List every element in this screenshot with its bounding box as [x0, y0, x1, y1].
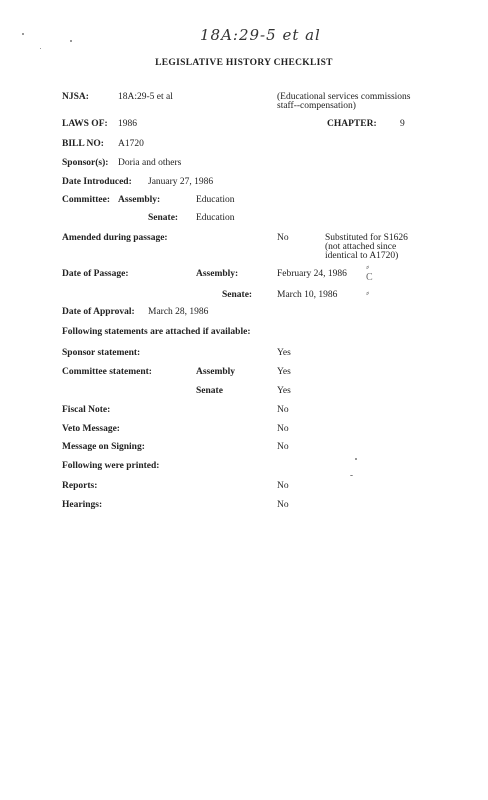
laws-label: LAWS OF: [62, 119, 108, 129]
committee-statement-label: Committee statement: [62, 367, 152, 377]
scan-smudge: C [366, 272, 373, 283]
laws-value: 1986 [118, 119, 137, 129]
committee-label: Committee: [62, 195, 111, 205]
veto-message-label: Veto Message: [62, 424, 120, 434]
scan-speck [70, 40, 72, 42]
reports-label: Reports: [62, 481, 98, 491]
njsa-note-line1: (Educational services commissions [277, 92, 411, 102]
committee-senate-value: Education [196, 213, 235, 223]
committee-assembly-value: Education [196, 195, 235, 205]
hearings-label: Hearings: [62, 500, 103, 510]
fiscal-note-value: No [277, 405, 289, 415]
sponsor-value: Doria and others [118, 158, 182, 168]
passage-assembly-label: Assembly: [196, 269, 239, 279]
scan-speck [40, 48, 41, 49]
committee-statement-senate-value: Yes [277, 386, 291, 396]
fiscal-note-label: Fiscal Note: [62, 405, 111, 415]
reports-value: No [277, 481, 289, 491]
veto-message-value: No [277, 424, 289, 434]
njsa-label: NJSA: [62, 92, 89, 102]
statements-header: Following statements are attached if available: [62, 327, 251, 337]
handwritten-reference: 18A:29-5 et al [200, 26, 321, 44]
sponsor-statement-value: Yes [277, 348, 291, 358]
njsa-value: 18A:29-5 et al [118, 92, 173, 102]
scan-speck [22, 33, 24, 35]
amended-note-line3: identical to A1720) [325, 251, 399, 261]
approval-value: March 28, 1986 [148, 307, 209, 317]
scan-speck [355, 458, 357, 460]
approval-label: Date of Approval: [62, 307, 135, 317]
scan-smudge: ⸗ [366, 288, 370, 299]
signing-message-label: Message on Signing: [62, 442, 145, 452]
amended-value: No [277, 233, 289, 243]
committee-statement-assembly-value: Yes [277, 367, 291, 377]
scan-speck [350, 475, 353, 476]
page-title: LEGISLATIVE HISTORY CHECKLIST [155, 58, 333, 68]
committee-assembly-label: Assembly: [118, 195, 161, 205]
passage-senate-value: March 10, 1986 [277, 290, 338, 300]
njsa-note-line2: staff--compensation) [277, 101, 356, 111]
introduced-label: Date Introduced: [62, 177, 132, 187]
sponsor-label: Sponsor(s): [62, 158, 109, 168]
sponsor-statement-label: Sponsor statement: [62, 348, 141, 358]
passage-assembly-value: February 24, 1986 [277, 269, 347, 279]
bill-value: A1720 [118, 139, 144, 149]
signing-message-value: No [277, 442, 289, 452]
committee-senate-label: Senate: [148, 213, 179, 223]
printed-header: Following were printed: [62, 461, 160, 471]
committee-statement-senate-label: Senate [196, 386, 223, 396]
passage-senate-label: Senate: [222, 290, 253, 300]
scan-smudge: ⸗ [366, 262, 370, 273]
introduced-value: January 27, 1986 [148, 177, 214, 187]
amended-note-line2: (not attached since [325, 242, 397, 252]
committee-statement-assembly-label: Assembly [196, 367, 236, 377]
bill-label: BILL NO: [62, 139, 104, 149]
amended-label: Amended during passage: [62, 233, 168, 243]
amended-note-line1: Substituted for S1626 [325, 233, 408, 243]
passage-label: Date of Passage: [62, 269, 129, 279]
chapter-value: 9 [400, 119, 405, 129]
hearings-value: No [277, 500, 289, 510]
chapter-label: CHAPTER: [327, 119, 377, 129]
